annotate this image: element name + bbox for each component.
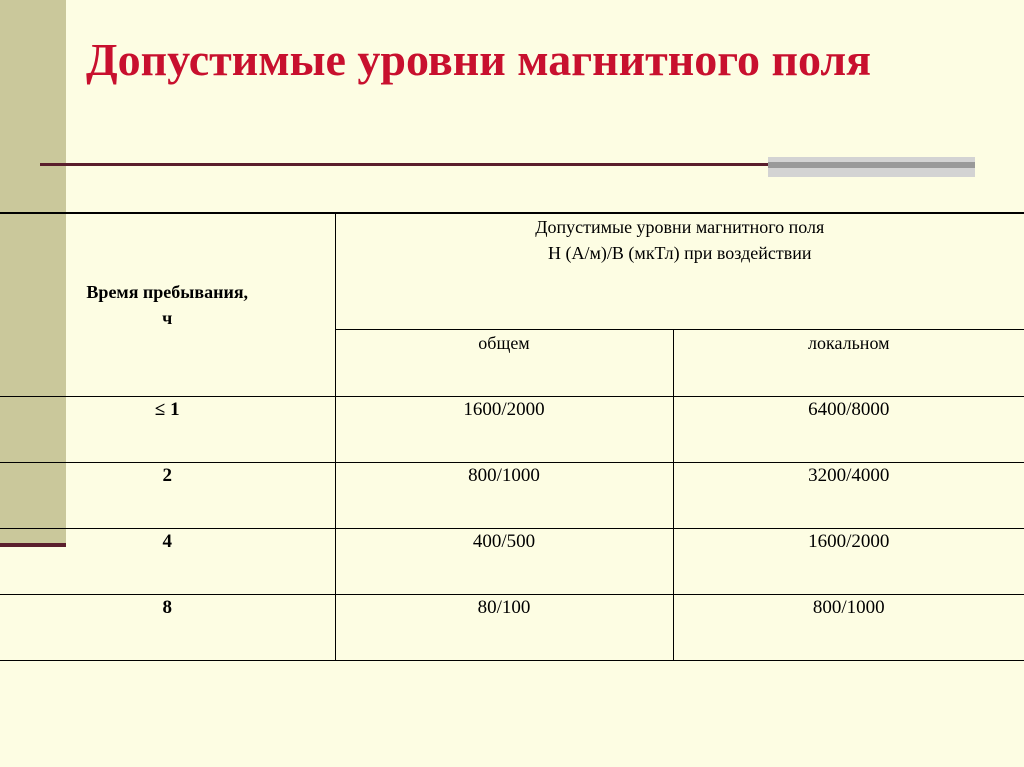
table-row [0,529,1024,595]
local-cell: 800/1000 [673,595,1024,661]
time-header-line2: ч [162,308,173,328]
group-header-line2: Н (А/м)/В (мкТл) при воздействии [548,243,812,263]
table-row [0,595,1024,661]
table-row [0,397,1024,463]
time-cell: 4 [0,529,335,595]
general-cell: 400/500 [335,529,673,595]
slide-title: Допустимые уровни магнитного поля [86,34,872,85]
general-exposure-header: общем [335,330,673,397]
time-header-line1: Время пребывания, [86,282,249,302]
time-cell: ≤ 1 [0,397,335,463]
table-row [0,463,1024,529]
title-divider-accent [768,157,975,177]
time-column-header [0,213,335,397]
general-cell: 80/100 [335,595,673,661]
magnetic-field-limits-table [0,212,1024,661]
local-cell: 6400/8000 [673,397,1024,463]
limits-group-header [335,213,1024,330]
general-cell: 800/1000 [335,463,673,529]
group-header-line1: Допустимые уровни магнитного поля [535,217,825,237]
time-cell: 2 [0,463,335,529]
local-exposure-header: локальном [673,330,1024,397]
time-cell: 8 [0,595,335,661]
local-cell: 3200/4000 [673,463,1024,529]
general-cell: 1600/2000 [335,397,673,463]
local-cell: 1600/2000 [673,529,1024,595]
